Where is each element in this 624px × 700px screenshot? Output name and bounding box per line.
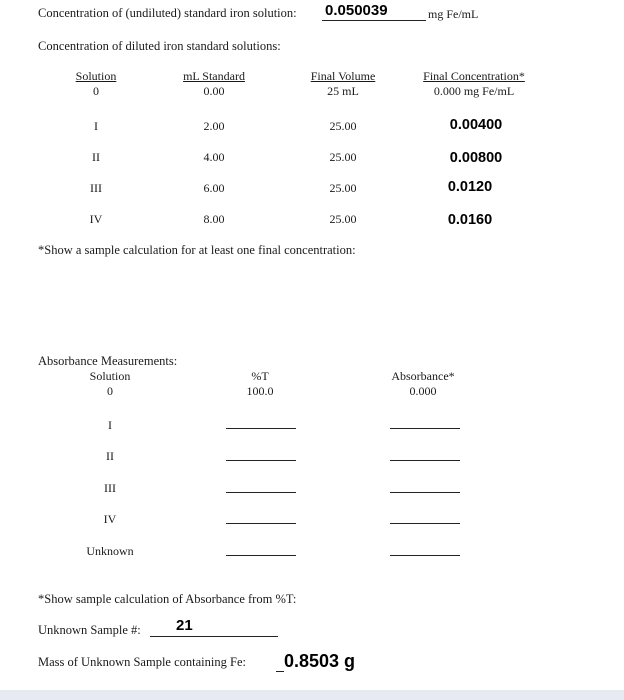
abs-row-1-abs-field[interactable]: [390, 428, 460, 429]
abs-row-unknown-solution: Unknown: [86, 544, 134, 558]
dilution-row-3-ml: 6.00: [203, 181, 225, 195]
dilution-row-1-ml: 2.00: [203, 119, 225, 133]
col-header-solution: Solution: [75, 69, 117, 83]
unknown-sample-value[interactable]: 21: [176, 617, 193, 634]
abs-row-4-solution: IV: [103, 512, 117, 526]
dilution-row-4-ml: 8.00: [203, 212, 225, 226]
abs-row-0-t: 100.0: [246, 384, 274, 398]
standard-conc-blank: [322, 20, 426, 21]
abs-row-0-abs: 0.000: [409, 384, 437, 398]
abs-row-0-solution: 0: [107, 384, 113, 398]
dilution-row-3-solution: III: [90, 181, 102, 195]
abs-row-1-solution: I: [108, 418, 112, 432]
abs-row-3-abs-field[interactable]: [390, 492, 460, 493]
dilution-row-4-conc[interactable]: 0.0160: [447, 212, 493, 228]
standard-conc-value[interactable]: 0.050039: [325, 2, 388, 19]
dilution-row-1-volume: 25.00: [329, 119, 357, 133]
abs-row-3-t-field[interactable]: [226, 492, 296, 493]
abs-row-4-t-field[interactable]: [226, 523, 296, 524]
mass-value[interactable]: 0.8503 g: [284, 651, 356, 671]
dilution-row-2-solution: II: [92, 150, 100, 164]
abs-col-header-absorbance: Absorbance*: [391, 369, 455, 383]
abs-row-unknown-abs-field[interactable]: [390, 555, 460, 556]
dilution-row-1-solution: I: [94, 119, 98, 133]
dilution-row-0-ml: 0.00: [203, 84, 225, 98]
dilution-row-2-ml: 4.00: [203, 150, 225, 164]
dilution-row-4-volume: 25.00: [329, 212, 357, 226]
abs-row-2-abs-field[interactable]: [390, 460, 460, 461]
col-header-final-volume: Final Volume: [310, 69, 376, 83]
dilution-row-3-conc[interactable]: 0.0120: [447, 179, 493, 195]
col-header-final-concentration: Final Concentration*: [423, 69, 525, 83]
standard-conc-label: Concentration of (undiluted) standard iron solution:: [38, 6, 297, 20]
unknown-sample-blank: [150, 636, 278, 637]
dilution-row-0-conc: 0.000 mg Fe/mL: [433, 84, 515, 98]
abs-row-1-t-field[interactable]: [226, 428, 296, 429]
abs-row-2-solution: II: [106, 449, 114, 463]
dilution-row-3-volume: 25.00: [329, 181, 357, 195]
abs-row-2-t-field[interactable]: [226, 460, 296, 461]
mass-label: Mass of Unknown Sample containing Fe:: [38, 655, 246, 669]
dilution-row-2-conc[interactable]: 0.00800: [449, 150, 503, 166]
dilution-row-0-volume: 25 mL: [327, 84, 359, 98]
abs-col-header-solution: Solution: [89, 369, 131, 383]
diluted-title: Concentration of diluted iron standard solutions:: [38, 39, 281, 53]
sample-calc-note: *Show a sample calculation for at least one final concentration:: [38, 243, 356, 257]
mass-blank: [276, 671, 284, 672]
abs-row-unknown-t-field[interactable]: [226, 555, 296, 556]
standard-conc-unit: mg Fe/mL: [428, 7, 479, 21]
abs-row-3-solution: III: [104, 481, 116, 495]
dilution-row-1-conc[interactable]: 0.00400: [449, 117, 503, 133]
abs-col-header-t: %T: [251, 369, 269, 383]
col-header-ml-standard: mL Standard: [183, 69, 245, 83]
absorbance-title: Absorbance Measurements:: [38, 354, 178, 368]
unknown-sample-label: Unknown Sample #:: [38, 623, 141, 637]
dilution-row-2-volume: 25.00: [329, 150, 357, 164]
dilution-row-4-solution: IV: [89, 212, 103, 226]
dilution-row-0-solution: 0: [93, 84, 99, 98]
page-bottom-edge: [0, 690, 624, 700]
abs-row-4-abs-field[interactable]: [390, 523, 460, 524]
abs-calc-note: *Show sample calculation of Absorbance from %T:: [38, 592, 297, 606]
